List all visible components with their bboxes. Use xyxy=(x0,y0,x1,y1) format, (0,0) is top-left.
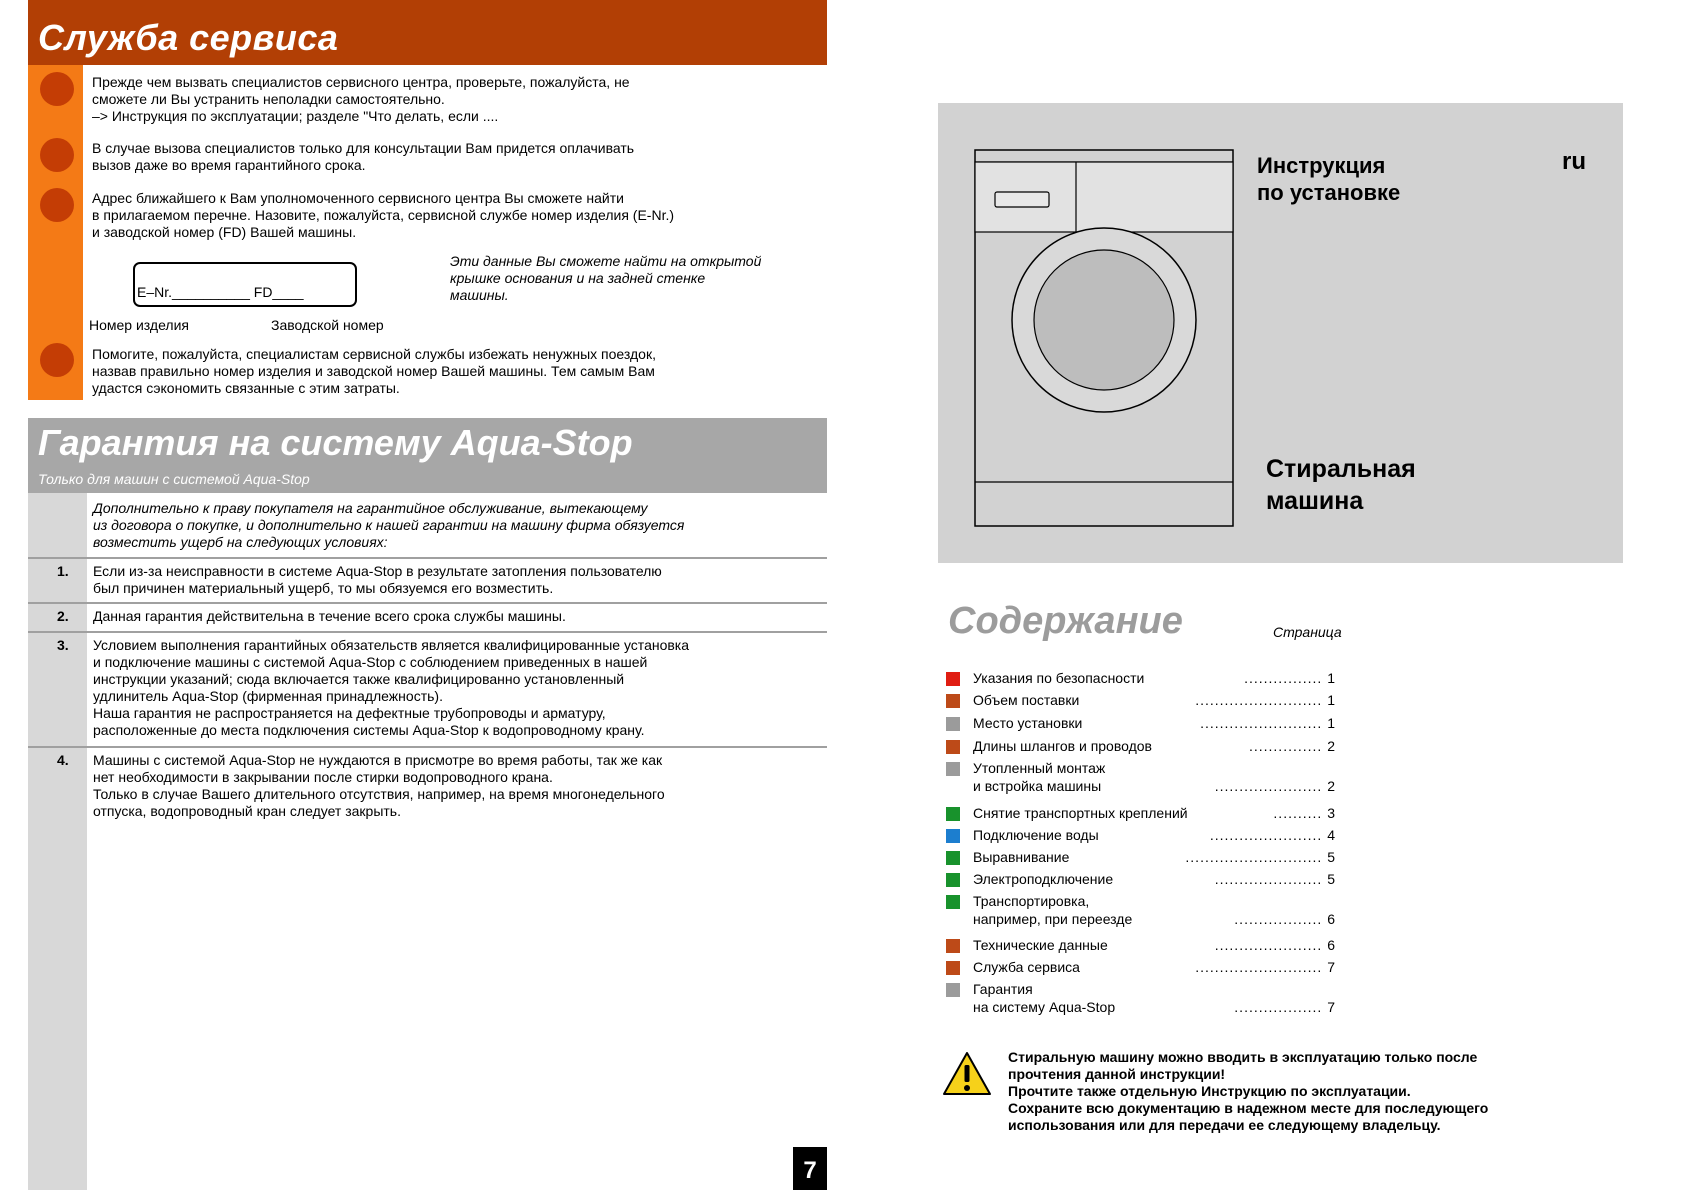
bullet-dot xyxy=(40,343,74,377)
toc-color-marker xyxy=(946,694,960,708)
divider xyxy=(28,602,827,604)
divider xyxy=(28,631,827,633)
item-number: 2. xyxy=(57,608,69,624)
service-paragraph-4: Помогите, пожалуйста, специалистам сервисной службы избежать ненужных поездок, назвав правильно номер изделия и заводской номер Вашей машины. Тем самым Вам удастся сэкономить связанные с этим затраты. xyxy=(92,346,656,396)
item-number: 3. xyxy=(57,637,69,653)
toc-color-marker xyxy=(946,672,960,686)
box-note: Эти данные Вы сможете найти на открытой крышке основания и на задней стенке машины. xyxy=(450,253,762,303)
cover-panel xyxy=(938,103,1623,563)
warning-text: Стиральную машину можно вводить в эксплуатацию только после прочтения данной инструкции! Прочтите также отдельную Инструкцию по эксплуатации. Сохраните всю документацию в надежном месте для последующего использования или для передачи ее следующему владельцу. xyxy=(1008,1049,1489,1133)
aqua-item-1: Если из-за неисправности в системе Aqua-Stop в результате затопления пользователю был причинен материальный ущерб, то мы обязуемся его возместить. xyxy=(93,563,662,596)
page-number-box xyxy=(793,1147,827,1190)
aqua-stop-stripe xyxy=(28,493,87,1190)
item-number: 1. xyxy=(57,563,69,579)
toc-color-marker xyxy=(946,873,960,887)
service-section-header xyxy=(28,0,827,65)
divider xyxy=(28,746,827,748)
aqua-intro: Дополнительно к праву покупателя на гарантийное обслуживание, вытекающему из договора о покупке, и дополнительно к нашей гарантии на машину фирма обязуется возместить ущерб на следующих условиях: xyxy=(93,500,685,550)
page-column-label: Страница xyxy=(1273,624,1342,640)
label-product-number: Номер изделия xyxy=(89,317,189,333)
item-number: 4. xyxy=(57,752,69,768)
aqua-item-3: Условием выполнения гарантийных обязательств является квалифицированные установка и подключение машины с системой Aqua-Stop с соблюдением приведенных в нашей инструкции указаний; сюда включается также квалифицированно установленный удлинитель Aqua-Stop (фирменная принадлежность). Наша гарантия не распространяется на дефектные трубопроводы и арматуру, расположенные до места подключения системы Aqua-Stop к водопроводному крану. xyxy=(93,637,690,738)
service-paragraph-1: Прежде чем вызвать специалистов сервисного центра, проверьте, пожалуйста, не сможете ли Вы устранить неполадки самостоятельно. –> Инструкция по эксплуатации; разделе "Что делать, если .... xyxy=(92,74,630,124)
bullet-dot xyxy=(40,138,74,172)
enr-fd-box xyxy=(133,262,357,307)
toc-color-marker xyxy=(946,807,960,821)
toc-color-marker xyxy=(946,939,960,953)
aqua-stop-section-header xyxy=(28,418,827,493)
service-paragraph-2: В случае вызова специалистов только для консультации Вам придется оплачивать вызов даже во время гарантийного срока. xyxy=(92,140,635,173)
warning-icon xyxy=(942,1051,992,1096)
aqua-stop-title: Гарантия на систему Aqua-Stop xyxy=(38,422,633,463)
aqua-item-2: Данная гарантия действительна в течение всего срока службы машины. xyxy=(93,608,566,624)
enr-fd-fields: E–Nr.__________ FD____ xyxy=(137,284,304,300)
contents-title: Содержание xyxy=(948,600,1183,642)
service-stripe xyxy=(28,65,83,400)
cover-subtitle: Стиральная машина xyxy=(1266,455,1416,515)
label-serial-number: Заводской номер xyxy=(271,317,384,333)
toc-color-marker xyxy=(946,762,960,776)
language-code: ru xyxy=(1562,148,1586,175)
service-paragraph-3: Адрес ближайшего к Вам уполномоченного сервисного центра Вы сможете найти в прилагаемом перечне. Назовите, пожалуйста, сервисной службе номер изделия (E-Nr.) и заводской номер (FD) Вашей машины. xyxy=(92,190,675,240)
toc-color-marker xyxy=(946,895,960,909)
aqua-item-4: Машины с системой Aqua-Stop не нуждаются в присмотре во время работы, так же как нет необходимости в закрывании после стирки водопроводного крана. Только в случае Вашего длительного отсутствия, например, на время многонедельного отпуска, водопроводный кран следует закрыть. xyxy=(93,752,665,819)
toc-color-marker xyxy=(946,717,960,731)
washing-machine-illustration xyxy=(974,149,1234,527)
toc-color-marker xyxy=(946,740,960,754)
toc-color-marker xyxy=(946,983,960,997)
toc-color-marker xyxy=(946,961,960,975)
page-number: 7 xyxy=(803,1157,817,1184)
service-title: Служба сервиса xyxy=(38,17,339,58)
bullet-dot xyxy=(40,72,74,106)
toc-color-marker xyxy=(946,851,960,865)
toc-color-marker xyxy=(946,829,960,843)
bullet-dot xyxy=(40,188,74,222)
aqua-stop-subtitle: Только для машин с системой Aqua-Stop xyxy=(38,471,310,487)
divider xyxy=(28,557,827,559)
cover-title: Инструкция по установке xyxy=(1257,153,1401,205)
